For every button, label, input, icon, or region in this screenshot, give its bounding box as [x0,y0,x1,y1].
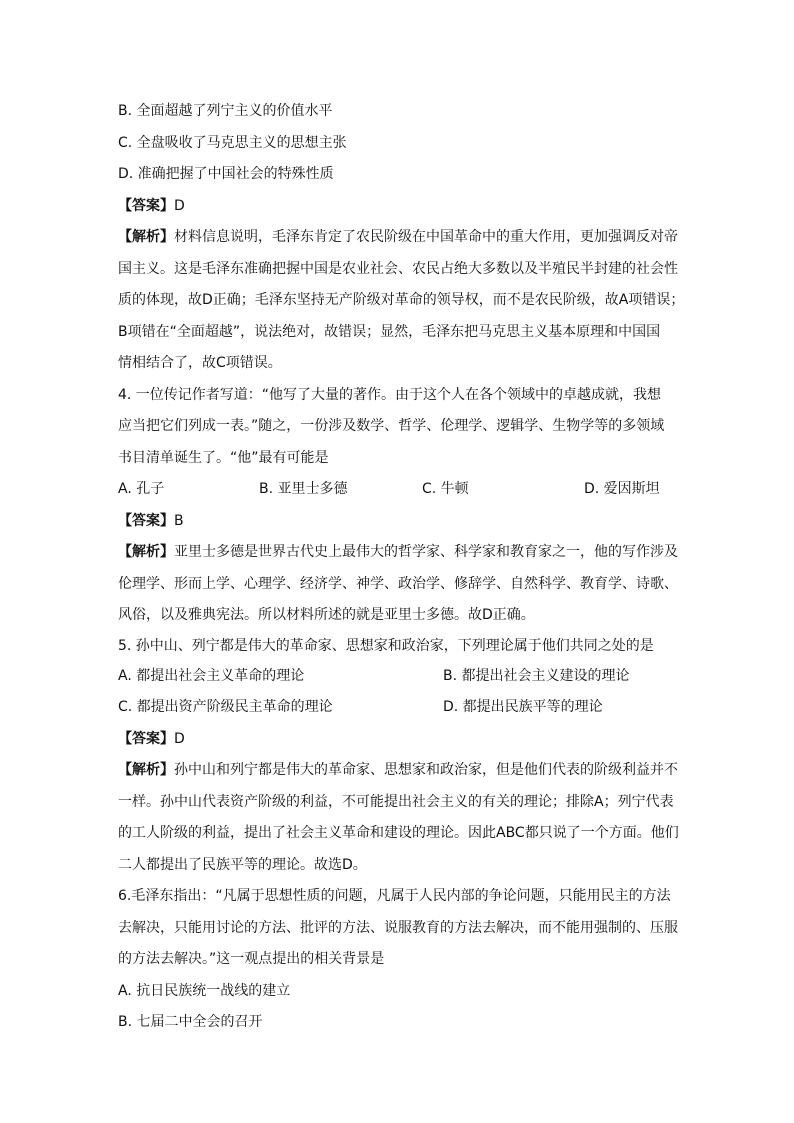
answer-label: 【答案】 [118,731,174,747]
q5-analysis-line: 的工人阶级的利益，提出了社会主义革命和建设的理论。因此ABC都只说了一个方面。他们 [118,825,679,841]
q3-analysis-line: 国主义。这是毛泽东准确把握中国是农业社会、农民占绝大多数以及半殖民半封建的社会性 [118,261,678,277]
q4-analysis-line: 风俗，以及雅典宪法。所以材料所述的就是亚里士多德。故D正确。 [118,607,535,623]
q5-option-d: D. 都提出民族平等的理论 [443,699,603,715]
q6-stem-line: 6.毛泽东指出：“凡属于思想性质的问题，凡属于人民内部的争论问题，只能用民主的方法 [118,888,671,904]
q4-stem-line: 书目清单诞生了。“他”最有可能是 [118,450,329,466]
analysis-label: 【解析】 [118,544,174,560]
answer-value: D [174,198,185,214]
q5-stem: 5. 孙中山、列宁都是伟大的革命家、思想家和政治家，下列理论属于他们共同之处的是 [118,638,654,654]
q3-option-c: C. 全盘吸收了马克思主义的思想主张 [118,135,347,151]
q5-analysis-line: 【解析】孙中山和列宁都是伟大的革命家、思想家和政治家，但是他们代表的阶级利益并不 [118,762,678,778]
q6-stem-line: 的方法去解决。”这一观点提出的相关背景是 [118,951,385,967]
q3-analysis-line: 情相结合了，故C项错误。 [118,355,282,371]
q5-option-a: A. 都提出社会主义革命的理论 [118,668,305,684]
q5-answer [118,729,678,749]
q4-option-a: A. 孔子 [118,481,165,497]
q6-option-b: B. 七届二中全会的召开 [118,1014,263,1030]
q5-analysis-line: 一样。孙中山代表资产阶级的利益，不可能提出社会主义的有关的理论；排除A；列宁代表 [118,794,674,810]
q3-option-d: D. 准确把握了中国社会的特殊性质 [118,166,334,182]
q5-option-b: B. 都提出社会主义建设的理论 [443,668,630,684]
answer-label: 【答案】 [118,198,174,214]
q4-answer [118,511,678,531]
q4-stem-line: 4. 一位传记作者写道：“他写了大量的著作。由于这个人在各个领域中的卓越成就，我想 [118,387,662,403]
q6-option-a: A. 抗日民族统一战线的建立 [118,983,291,999]
q3-analysis-line: B项错在“全面超越”，说法绝对，故错误；显然，毛泽东把马克思主义基本原理和中国国 [118,324,661,340]
analysis-label: 【解析】 [118,762,174,778]
q4-option-b: B. 亚里士多德 [259,481,348,497]
q4-option-c: C. 牛顿 [422,481,469,497]
q3-answer [118,196,678,216]
q4-analysis-line: 【解析】亚里士多德是世界古代史上最伟大的哲学家、科学家和教育家之一，他的写作涉及 [118,544,678,560]
analysis-label: 【解析】 [118,229,174,245]
q3-analysis-line: 【解析】材料信息说明，毛泽东肯定了农民阶级在中国革命中的重大作用，更加强调反对帝 [118,229,678,245]
answer-value: B [174,513,184,529]
q6-stem-line: 去解决，只能用讨论的方法、批评的方法、说服教育的方法去解决，而不能用强制的、压服 [118,920,678,936]
q4-stem-line: 应当把它们列成一表。”随之，一份涉及数学、哲学、伦理学、逻辑学、生物学等的多领域 [118,418,665,434]
q3-analysis-line: 质的体现，故D正确；毛泽东坚持无产阶级对革命的领导权，而不是农民阶级，故A项错误； [118,292,685,308]
answer-value: D [174,731,185,747]
q3-option-b: B. 全面超越了列宁主义的价值水平 [118,103,333,119]
q5-analysis-line: 二人都提出了民族平等的理论。故选D。 [118,857,367,873]
answer-label: 【答案】 [118,513,174,529]
q4-analysis-line: 伦理学、形而上学、心理学、经济学、神学、政治学、修辞学、自然科学、教育学、诗歌、 [118,576,678,592]
q5-option-c: C. 都提出资产阶级民主革命的理论 [118,699,333,715]
q4-option-d: D. 爱因斯坦 [584,481,660,497]
